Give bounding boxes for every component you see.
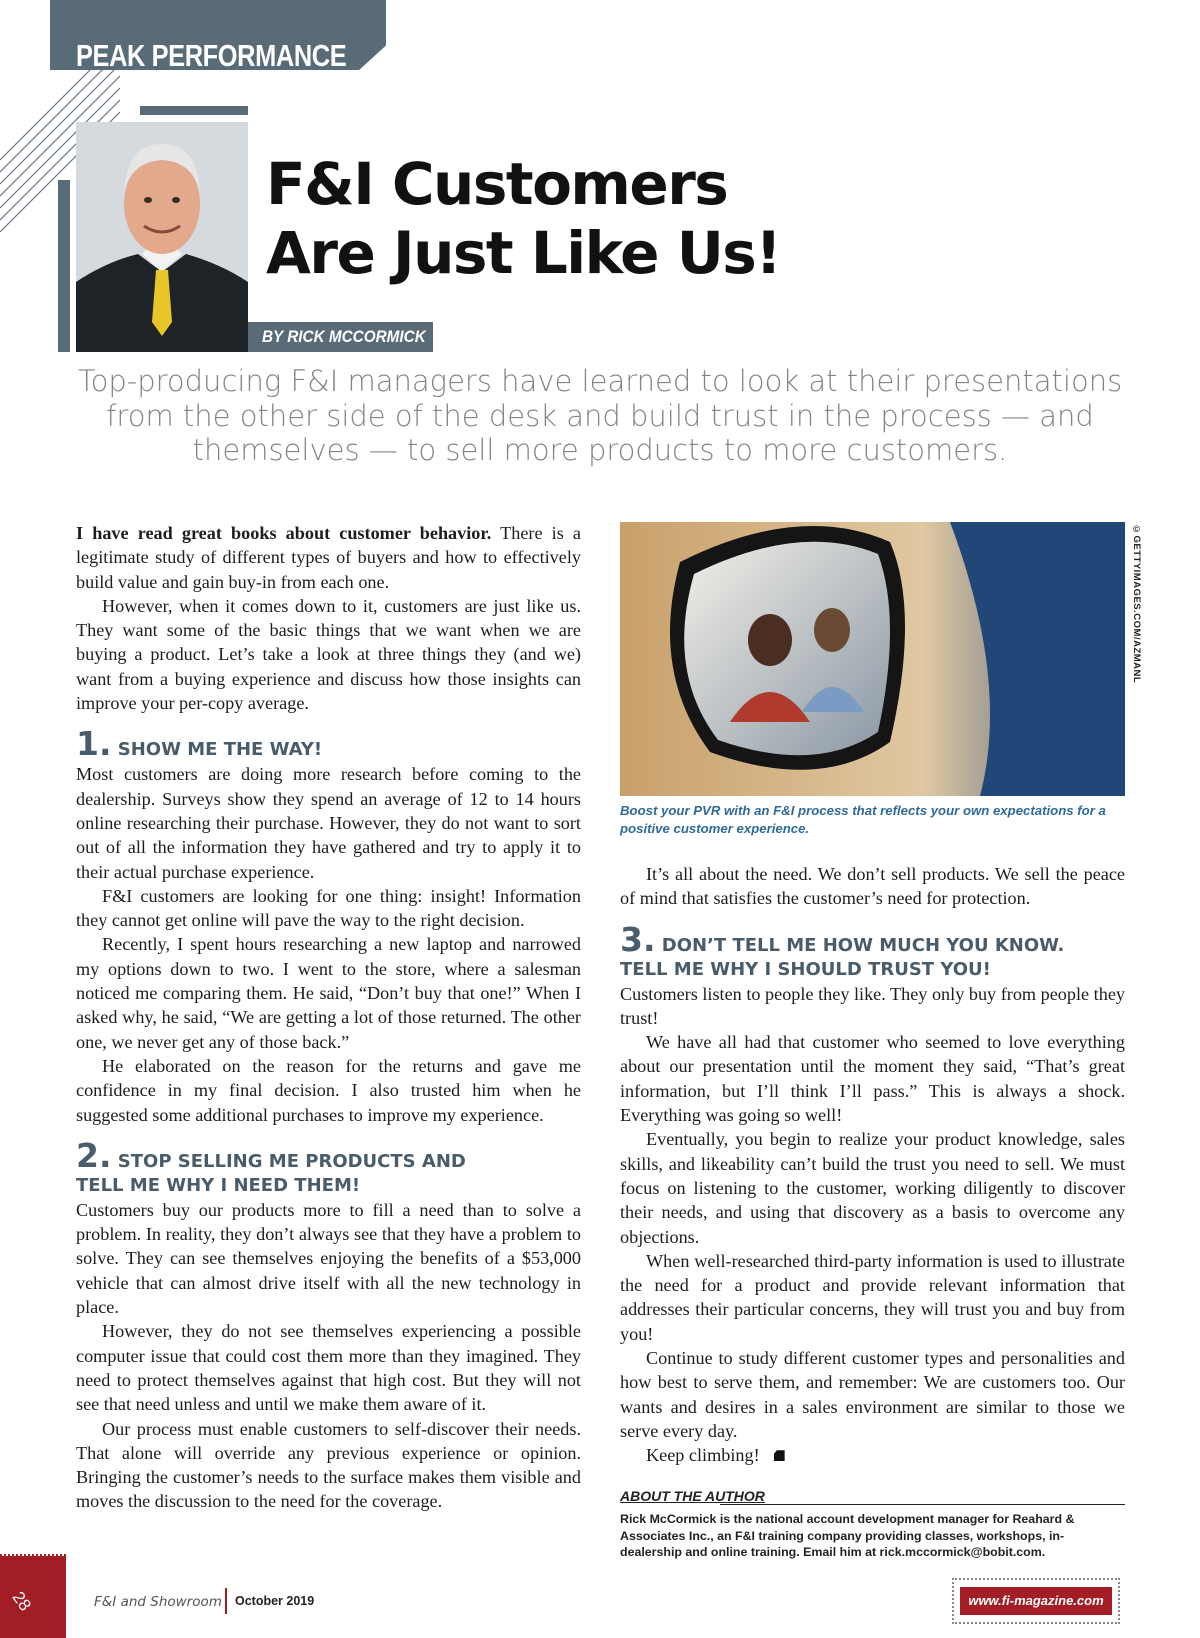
accent-bar-left xyxy=(58,180,70,352)
section-1-heading xyxy=(76,724,581,764)
section-1-paragraph-2: F&I customers are looking for one thing: insight! Information they cannot get online will pave the way to the right decision. xyxy=(76,885,581,931)
issue-date: October 2019 xyxy=(235,1594,315,1608)
section-2-number: 2. xyxy=(76,1135,112,1175)
left-column xyxy=(76,521,581,1514)
section-3-paragraph-6 xyxy=(620,1443,1125,1467)
section-3-number: 3. xyxy=(620,919,656,959)
accent-bar-top xyxy=(140,106,248,115)
closing-line: Keep climbing! xyxy=(646,1445,760,1466)
section-2-paragraph-3: Our process must enable customers to self-discover their needs. That alone will override any previous experience or opinion. Bringing the customer’s needs to the surface makes them visible and moves the discussion to the need for the coverage. xyxy=(76,1418,581,1512)
photo-credit: ©GETTYIMAGES.COM/AZMANL xyxy=(1131,524,1142,684)
section-3-paragraph-3: Eventually, you begin to realize your product knowledge, sales skills, and likeability can’t build the trust you need to sell. We must focus on listening to the customer, working diligently to discover their needs, and using that discovery as a basis to overcome any objections. xyxy=(620,1129,1125,1247)
section-3-heading xyxy=(620,919,1125,982)
intro-paragraph-2: However, when it comes down to it, customers are just like us. They want some of the basic things that we want when we are buying a product. Let’s take a look at three things they (and we) want from a buying experience and discuss how those insights can improve your per-copy average. xyxy=(76,595,581,714)
headline-line-2: Are Just Like Us! xyxy=(266,219,781,287)
section-3-paragraph-1: Customers listen to people they like. They only buy from people they trust! xyxy=(620,983,1125,1028)
section-1-paragraph-4: He elaborated on the reason for the returns and gave me confidence in my final decision. I also trusted him when he suggested some additional purchases to improve my experience. xyxy=(76,1055,581,1125)
section-1-heading-text: SHOW ME THE WAY! xyxy=(117,739,323,761)
section-2-heading-line-2: TELL ME WHY I NEED THEM! xyxy=(76,1174,361,1196)
section-2-paragraph-2: However, they do not see themselves experiencing a possible computer issue that could cost them more than they imagined. They need to protect themselves against that high cost. But they will not see that need unless and until we make them aware of it. xyxy=(76,1321,581,1415)
intro-lead: I have read great books about customer behavior. xyxy=(76,523,492,543)
photo-caption: Boost your PVR with an F&I process that reflects your own expectations for a positive customer experience. xyxy=(620,803,1106,836)
section-3-paragraph-4: When well-researched third-party information is used to illustrate the need for a product and provide relevant information that addresses their particular concerns, they will trust you and buy from you! xyxy=(620,1250,1125,1344)
section-3-heading-line-2: TELL ME WHY I SHOULD TRUST YOU! xyxy=(620,958,991,980)
need-paragraph: It’s all about the need. We don’t sell products. We sell the peace of mind that satisfies the customer’s need for protection. xyxy=(620,864,1125,909)
section-3-paragraph-5: Continue to study different customer types and personalities and how best to serve them, and remember: We are customers too. Our wants and desires in a sales environment are similar to those we serve every day. xyxy=(620,1348,1125,1441)
article-photo xyxy=(620,522,1125,796)
article-headline xyxy=(266,150,780,288)
section-1-paragraph-1: Most customers are doing more research before coming to the dealership. Surveys show they spend an average of 12 to 14 hours online researching their purchase. However, they do not want to sort out of all the information they have gathered and try to apply it to their actual purchase experience. xyxy=(76,764,581,882)
end-mark-icon xyxy=(774,1450,785,1461)
article-deck: Top-producing F&I managers have learned to look at their presentations from the other side of the desk and build trust in the process — and themselves — to sell more products to more customers. xyxy=(77,364,1123,467)
section-1-number: 1. xyxy=(76,724,112,764)
magazine-url-link[interactable]: www.fi-magazine.com xyxy=(960,1587,1112,1615)
about-author-label: ABOUT THE AUTHOR xyxy=(620,1488,765,1504)
section-3-heading-line-1: DON’T TELL ME HOW MUCH YOU KNOW. xyxy=(661,934,1065,956)
section-2-heading-line-1: STOP SELLING ME PRODUCTS AND xyxy=(117,1150,466,1172)
section-1-paragraph-3: Recently, I spent hours researching a new laptop and narrowed my options down to two. I went to the store, where a salesman noticed me comparing them. He said, “Don’t buy that one!” When I asked why, he said, “We are getting a lot of those returned. The other one, we never get any of those back.” xyxy=(76,934,581,1052)
footer-separator xyxy=(225,1588,227,1614)
section-2-paragraph-1: Customers buy our products more to fill a need than to solve a problem. In reality, they don’t always see that they have a problem to solve. They can see themselves enjoying the benefits of a $53,000 vehicle that can almost drive itself with all the new technology in place. xyxy=(76,1199,581,1318)
intro-paragraph-1 xyxy=(76,521,581,594)
section-2-heading xyxy=(76,1135,581,1198)
about-author-rule xyxy=(720,1504,1125,1505)
publication-name: F&I and Showroom xyxy=(94,1594,222,1610)
page-number: 28 xyxy=(8,1588,35,1615)
intro-lead-rest: There is a legitimate study of different types of buyers and how to effectively build value and gain buy-in from each one. xyxy=(76,523,581,592)
author-portrait xyxy=(76,122,248,352)
byline: BY RICK MCCORMICK xyxy=(262,327,426,346)
right-column xyxy=(620,862,1125,1468)
about-author-text: Rick McCormick is the national account development manager for Reahard & Associates Inc., an F&I training company providing classes, workshops, in-dealership and online training. Email him at rick.mccormick@bobit.com. xyxy=(620,1512,1075,1559)
headline-line-1: F&I Customers xyxy=(266,150,728,218)
section-3-paragraph-2: We have all had that customer who seemed to love everything about our presentation until the moment they said, “That’s great information, but I’ll think I’ll pass.” This is always a shock. Everything was going so well! xyxy=(620,1032,1125,1126)
section-label: PEAK PERFORMANCE xyxy=(76,38,347,73)
